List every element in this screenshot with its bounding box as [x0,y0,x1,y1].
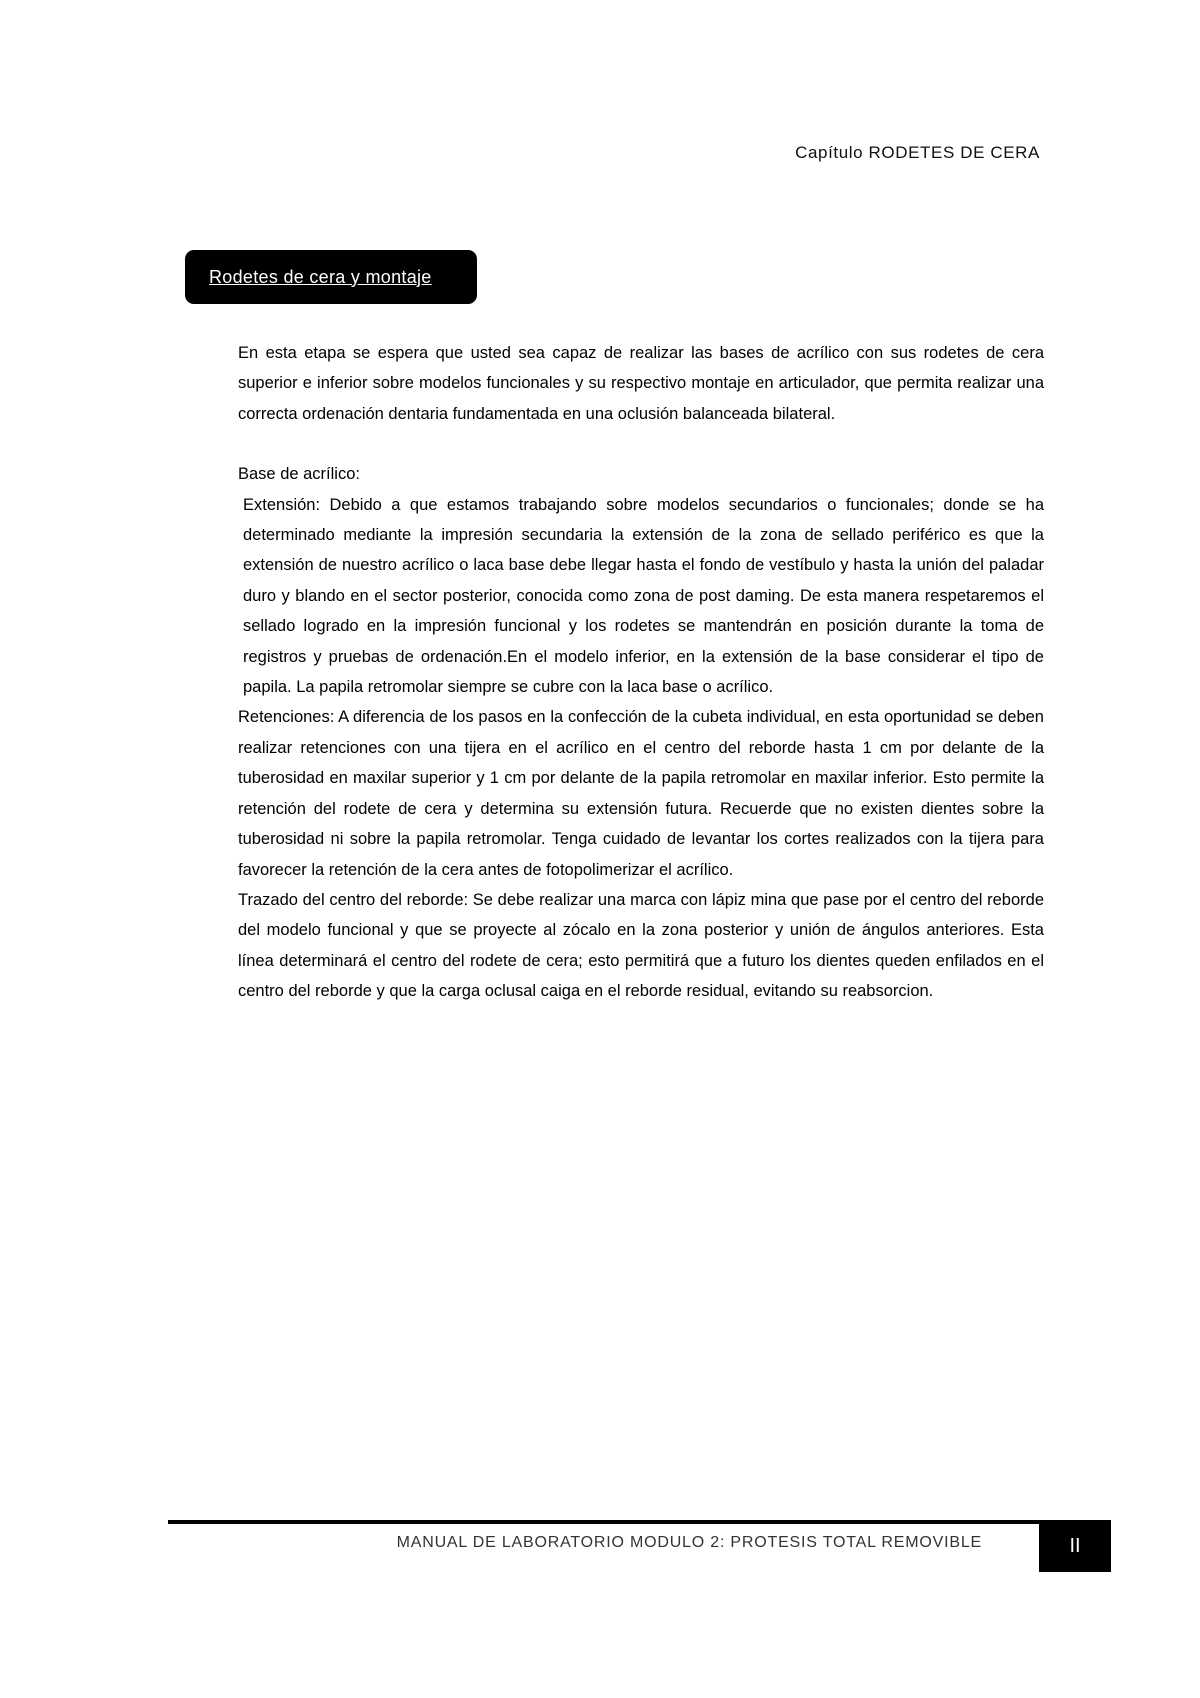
footer-rule [168,1520,1050,1524]
body-content [238,338,1044,1007]
chapter-header: Capítulo RODETES DE CERA [795,143,1040,162]
intro-paragraph: En esta etapa se espera que usted sea capaz de realizar las bases de acrílico con sus rodetes de cera superior e inferior sobre modelos funcionales y su respectivo montaje en articulador, que permita realizar una correcta ordenación dentaria fundamentada en una oclusión balanceada bilateral. [238,344,1044,423]
trazado-paragraph: Trazado del centro del reborde: Se debe realizar una marca con lápiz mina que pase por el centro del reborde del modelo funcional y que se proyecte al zócalo en la zona posterior y unión de ángulos anteriores. Esta línea determinará el centro del rodete de cera; esto permitirá que a futuro los dientes queden enfilados en el centro del reborde y que la carga oclusal caiga en el reborde residual, evitando su reabsorcion. [238,890,1044,1001]
paragraph-spacer [238,429,1044,459]
section-title-tab [185,250,477,304]
retenciones-paragraph: Retenciones: A diferencia de los pasos en la confección de la cubeta individual, en esta oportunidad se deben realizar retenciones con una tijera en el acrílico en el centro del reborde hasta 1 cm por delante de la tuberosidad en maxilar superior y 1 cm por delante de la papila retromolar en maxilar inferior. Esto permite la retención del rodete de cera y determina su extensión futura. Recuerde que no existen dientes sobre la tuberosidad ni sobre la papila retromolar. Tenga cuidado de levantar los cortes realizados con la tijera para favorecer la retención de la cera antes de fotopolimerizar el acrílico. [238,708,1044,879]
base-heading: Base de acrílico: [238,465,360,484]
page-number: II [1039,1520,1111,1572]
section-title: Rodetes de cera y montaje [209,266,432,287]
footer-manual-title: MANUAL DE LABORATORIO MODULO 2: PROTESIS TOTAL REMOVIBLE [396,1534,982,1551]
extension-paragraph: Extensión: Debido a que estamos trabajando sobre modelos secundarios o funcionales; donde se ha determinado mediante la impresión secundaria la extensión de la zona de sellado periférico es que la extensión de nuestro acrílico o laca base debe llegar hasta el fondo de vestíbulo y hasta la unión del paladar duro y blando en el sector posterior, conocida como zona de post daming. De esta manera respetaremos el sellado logrado en la impresión funcional y los rodetes se mantendrán en posición durante la toma de registros y pruebas de ordenación.En el modelo inferior, en la extensión de la base considerar el tipo de papila. La papila retromolar siempre se cubre con la laca base o acrílico. [243,495,1044,697]
